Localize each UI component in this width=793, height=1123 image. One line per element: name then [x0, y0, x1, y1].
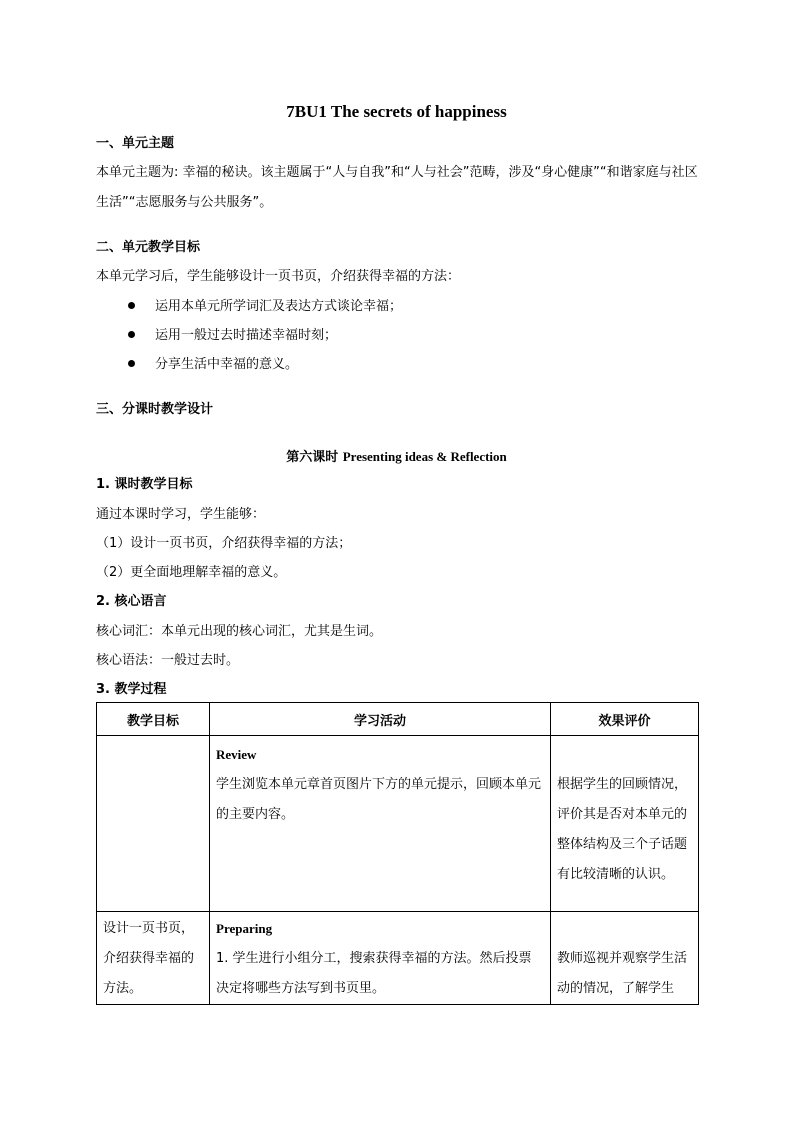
column-header: 效果评价: [551, 703, 699, 736]
evaluation-cell: [551, 912, 699, 1005]
section-heading-goals: 二、单元教学目标: [96, 240, 201, 255]
table-row: [97, 912, 699, 1005]
evaluation-text: 教师巡视并观察学生活动的情况，了解学生: [557, 951, 688, 996]
core-language-heading: 2. 核心语言: [96, 594, 167, 609]
lesson-goal-item: （2）更全面地理解幸福的意义。: [96, 565, 287, 580]
bullet-icon: [128, 302, 135, 309]
lesson-goals-intro: 通过本课时学习，学生能够：: [96, 507, 266, 522]
table-row: [97, 736, 699, 912]
theme-paragraph: 本单元主题为: 幸福的秘诀。该主题属于“人与自我”和“人与社会”范畴，涉及“身心健康”“和谐家庭与社区生活”“志愿服务与公共服务”。: [96, 165, 698, 210]
activity-title: Preparing: [216, 921, 273, 936]
goal-bullet: [128, 297, 402, 317]
evaluation-text: 根据学生的回顾情况，评价其是否对本单元的整体结构及三个子话题有比较清晰的认识。: [557, 777, 688, 882]
core-grammar: 核心语法：一般过去时。: [96, 653, 240, 668]
lesson-title: [0, 446, 793, 465]
activity-cell: [210, 912, 551, 1005]
goal-cell: [97, 912, 210, 1005]
goal-bullet-text: 运用一般过去时描述幸福时刻；: [155, 328, 338, 343]
core-vocab: 核心词汇：本单元出现的核心词汇，尤其是生词。: [96, 624, 383, 639]
activity-cell: [210, 736, 551, 912]
document-title: 7BU1 The secrets of happiness: [286, 102, 507, 121]
lesson-goals-heading: 1. 课时教学目标: [96, 477, 193, 492]
section-heading-lessons: 三、分课时教学设计: [96, 402, 214, 417]
goals-intro: 本单元学习后，学生能够设计一页书页，介绍获得幸福的方法：: [96, 269, 461, 284]
process-heading: 3. 教学过程: [96, 682, 167, 697]
column-header: 教学目标: [97, 703, 210, 736]
column-header: 学习活动: [210, 703, 551, 736]
goal-cell: [97, 736, 210, 912]
lesson-goal-item: （1）设计一页书页，介绍获得幸福的方法；: [96, 536, 352, 551]
lesson-prefix: 第六课时: [286, 450, 343, 465]
goal-bullet-text: 运用本单元所学词汇及表达方式谈论幸福；: [155, 299, 403, 314]
evaluation-cell: [551, 736, 699, 912]
goal-bullet: [128, 326, 337, 346]
goal-text: 设计一页书页，介绍获得幸福的方法。: [103, 921, 195, 996]
activity-text: 1. 学生进行小组分工，搜索获得幸福的方法。然后投票决定将哪些方法写到书页里。: [216, 951, 532, 996]
bullet-icon: [128, 331, 135, 338]
section-heading-theme: 一、单元主题: [96, 136, 175, 151]
bullet-icon: [128, 360, 135, 367]
activity-title: Review: [216, 747, 257, 762]
lesson-name: Presenting ideas & Reflection: [342, 449, 507, 464]
teaching-process-table: [96, 702, 699, 1005]
goal-bullet: [128, 355, 298, 375]
goal-bullet-text: 分享生活中幸福的意义。: [155, 357, 299, 372]
table-header-row: [97, 703, 699, 736]
activity-text: 学生浏览本单元章首页图片下方的单元提示，回顾本单元的主要内容。: [216, 777, 542, 822]
